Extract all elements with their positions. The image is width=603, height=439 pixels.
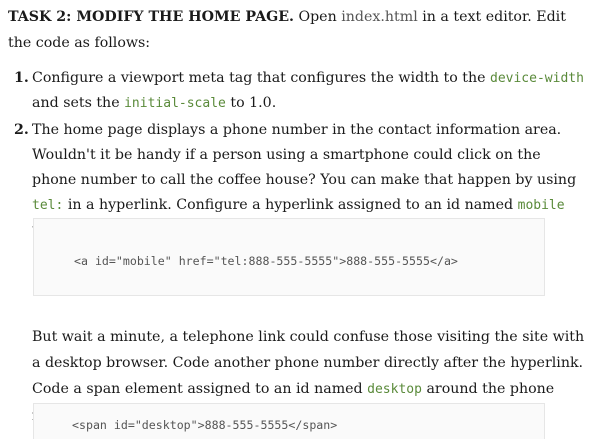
step-number: 2.: [14, 122, 29, 138]
step-text: Configure a viewport meta tag that configures the width to the: [32, 70, 486, 86]
steps-list: [8, 66, 588, 243]
step-text: The home page displays a phone number in the contact information area. Wouldn't it be handy if a person using a smartphone could click on the phone number to call the coffee house? You can make that happen by using: [32, 122, 577, 188]
code-line: <a id="mobile" href="tel:888-555-5555">888-555-5555</a>: [74, 254, 458, 268]
open-text: Open: [298, 9, 337, 25]
code-block: [33, 218, 545, 296]
paragraph-text: But wait a minute, a telephone link could confuse those visiting the site with a desktop browser. Code another phone number directly after the hyperlink. Code a span element assigned to an id named: [32, 329, 585, 397]
inline-code: initial-scale: [124, 96, 226, 111]
step-number: 1.: [14, 70, 29, 86]
code-line: <span id="desktop">888-555-5555</span>: [72, 418, 338, 432]
paragraph-text: around the phone: [426, 381, 555, 397]
step-text: in a hyperlink. Configure a hyperlink assigned to an id named: [67, 197, 514, 213]
code-block: [33, 403, 545, 439]
filename: index.html: [341, 9, 418, 25]
inline-code: mobile: [517, 198, 565, 213]
step-text: to 1.0.: [230, 95, 277, 111]
inline-code: device-width: [490, 71, 584, 86]
inline-code: tel:: [32, 198, 64, 213]
list-item: [8, 66, 588, 118]
task-heading-paragraph: [8, 4, 593, 56]
step-text: and sets the: [32, 95, 120, 111]
inline-code: desktop: [367, 382, 422, 397]
task-instructions: in a text editor. Edit the code as follows:: [8, 9, 566, 51]
task-title: TASK 2: MODIFY THE HOME PAGE.: [8, 9, 294, 25]
